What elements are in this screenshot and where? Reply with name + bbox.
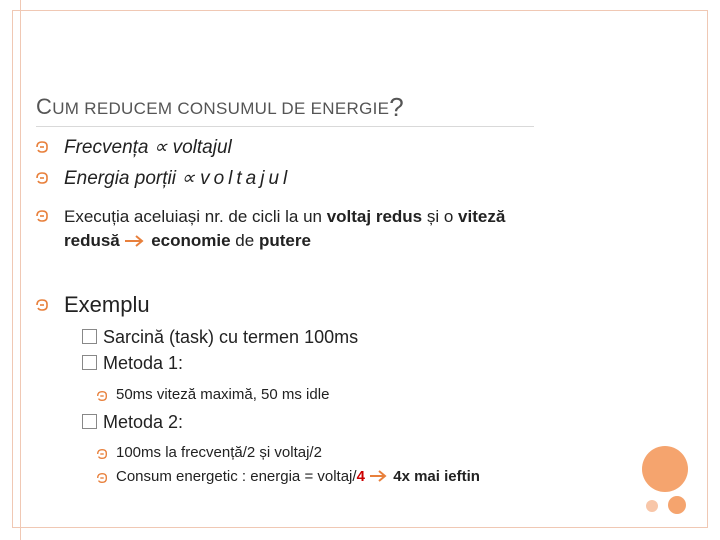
example-method-2-detail-2 <box>116 468 480 485</box>
title-cap: C <box>36 94 53 119</box>
bullet-execution-reduced: redusă <box>64 231 120 250</box>
arrow-right-icon <box>369 470 389 482</box>
bullet-example-text: Exemplu <box>64 292 150 317</box>
bullet-energy-text: Energia porții ∝ <box>64 168 201 189</box>
example-method-1-detail-text: 50ms viteză maximă, 50 ms idle <box>116 386 330 403</box>
bullet-icon <box>96 448 108 460</box>
title-rest: UM REDUCEM CONSUMUL DE ENERGIE <box>52 99 390 118</box>
page-title <box>36 90 404 121</box>
title-underline <box>36 126 534 127</box>
bullet-execution-text-g: de <box>230 231 259 250</box>
example-task <box>82 327 358 348</box>
bullet-energy-variable: voltajul <box>200 168 292 189</box>
example-method-1-text: Metoda 1: <box>103 353 184 373</box>
bullet-icon <box>96 472 108 484</box>
bullet-execution-text-c: și o <box>422 207 459 226</box>
bullet-execution-power: putere <box>258 231 311 250</box>
title-question: ? <box>389 92 405 122</box>
example-task-text: Sarcină (task) cu termen 100ms <box>103 327 359 347</box>
bullet-frequency <box>64 136 232 159</box>
bullet-example <box>64 292 150 318</box>
square-bullet-icon <box>82 414 97 429</box>
bullet-energy <box>64 167 291 190</box>
square-bullet-icon <box>82 329 97 344</box>
bullet-icon <box>35 171 49 185</box>
bullet-execution-voltage: voltaj redus <box>326 207 423 226</box>
bullet-icon <box>35 140 49 154</box>
bullet-icon <box>35 209 49 223</box>
decor-circle-large <box>642 446 688 492</box>
bullet-icon <box>96 390 108 402</box>
example-method-2-detail-1-text: 100ms la frecvență/2 și voltaj/2 <box>116 444 322 461</box>
example-method-2 <box>82 412 183 433</box>
example-method-2-detail-1 <box>116 444 322 461</box>
bullet-execution-text-a: Execuția aceluiași nr. de cicli la un <box>64 207 327 226</box>
bullet-icon <box>35 298 49 312</box>
decor-circle-medium <box>668 496 686 514</box>
arrow-right-icon <box>124 235 146 247</box>
bullet-execution <box>64 205 505 253</box>
square-bullet-icon <box>82 355 97 370</box>
left-decor-line <box>20 0 21 540</box>
example-method-2-detail-2-text: Consum energetic : energia = voltaj/ <box>116 468 357 485</box>
example-method-2-text: Metoda 2: <box>103 412 184 432</box>
example-method-1 <box>82 353 183 374</box>
bullet-execution-economy: economie <box>146 231 231 250</box>
example-method-1-detail <box>116 386 329 403</box>
example-method-2-detail-2-four: 4 <box>356 468 365 485</box>
example-method-2-detail-2-result: 4x mai ieftin <box>389 468 480 485</box>
decor-circle-small <box>646 500 658 512</box>
bullet-execution-speed: viteză <box>458 207 506 226</box>
bullet-frequency-text: Frecvența ∝ voltajul <box>64 137 232 158</box>
